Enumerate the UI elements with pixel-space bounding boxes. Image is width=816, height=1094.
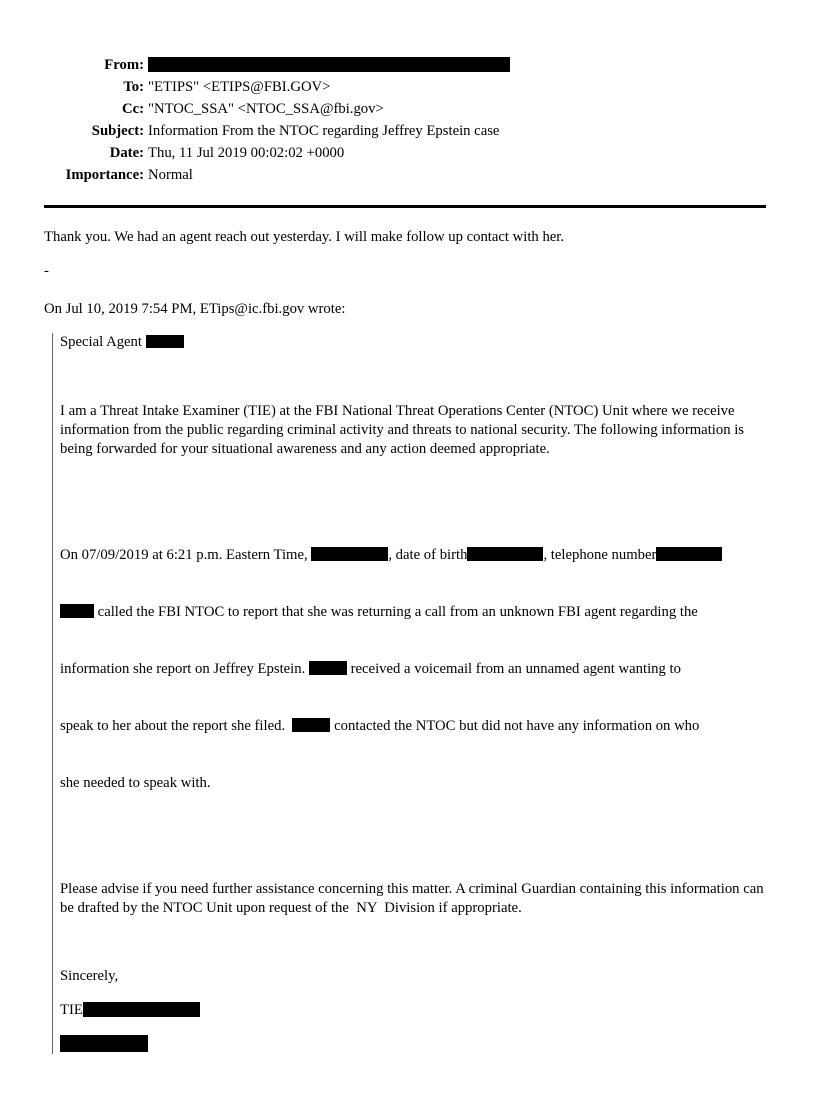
report-text: speak to her about the report she filed. bbox=[60, 718, 293, 734]
signature-line bbox=[60, 1001, 766, 1020]
redaction-bar bbox=[148, 57, 510, 72]
report-line-2 bbox=[60, 603, 766, 622]
salutation-text: Special Agent bbox=[60, 334, 146, 350]
redaction-bar bbox=[467, 547, 543, 561]
quote-attribution: On Jul 10, 2019 7:54 PM, ETips@ic.fbi.gov wrote: bbox=[44, 301, 346, 317]
redaction-bar bbox=[656, 547, 722, 561]
redaction-bar bbox=[83, 1002, 200, 1017]
quoted-email bbox=[52, 333, 766, 1054]
closing-line: Sincerely, bbox=[60, 968, 119, 984]
from-label: From: bbox=[104, 57, 144, 73]
advise-paragraph: Please advise if you need further assistance concerning this matter. A criminal Guardian containing this information can be drafted by the NTOC Unit upon request of the NY Division if appropriate. bbox=[60, 881, 768, 916]
report-text: , telephone number bbox=[543, 547, 657, 563]
report-line-3 bbox=[60, 660, 766, 679]
redaction-bar bbox=[311, 547, 388, 561]
report-paragraph bbox=[60, 508, 766, 831]
signature-text: TIE bbox=[60, 1002, 83, 1018]
subject-label: Subject: bbox=[91, 123, 144, 139]
report-line-4 bbox=[60, 717, 766, 736]
intro-paragraph: I am a Threat Intake Examiner (TIE) at the FBI National Threat Operations Center (NTOC) Unit where we receive information from the public regarding criminal activity and threats to national security. The following information is being forwarded for your situational awareness and any action deemed appropriate. bbox=[60, 403, 748, 457]
to-label: To: bbox=[123, 79, 144, 95]
report-text: On 07/09/2019 at 6:21 p.m. Eastern Time, bbox=[60, 547, 312, 563]
email-body bbox=[44, 228, 766, 1054]
importance-value: Normal bbox=[148, 167, 193, 183]
to-value: "ETIPS" <ETIPS@FBI.GOV> bbox=[148, 79, 331, 95]
report-text: received a voicemail from an unnamed agent wanting to bbox=[346, 661, 681, 677]
redaction-bar bbox=[60, 1035, 148, 1052]
reply-text: Thank you. We had an agent reach out yesterday. I will make follow up contact with her. bbox=[44, 229, 565, 245]
report-line-5 bbox=[60, 774, 766, 793]
report-text: called the FBI NTOC to report that she was returning a call from an unknown FBI agent regarding the bbox=[94, 604, 698, 620]
redaction-bar bbox=[146, 335, 184, 348]
from-value-redacted bbox=[148, 54, 766, 76]
cc-label: Cc: bbox=[121, 101, 144, 117]
separator-dash: - bbox=[44, 263, 49, 279]
report-line-1 bbox=[60, 546, 766, 565]
date-label: Date: bbox=[109, 145, 144, 161]
redaction-bar bbox=[292, 718, 330, 732]
subject-value: Information From the NTOC regarding Jeffrey Epstein case bbox=[148, 123, 500, 139]
report-text: , date of birth bbox=[388, 547, 468, 563]
report-text: contacted the NTOC but did not have any information on who bbox=[330, 718, 700, 734]
cc-value: "NTOC_SSA" <NTOC_SSA@fbi.gov> bbox=[148, 101, 384, 117]
header-divider-rule bbox=[44, 205, 766, 208]
report-text: information she report on Jeffrey Epstein. bbox=[60, 661, 309, 677]
importance-label: Importance: bbox=[65, 167, 144, 183]
redaction-bar bbox=[309, 661, 347, 675]
email-header bbox=[44, 54, 766, 186]
salutation-line bbox=[60, 333, 766, 352]
date-value: Thu, 11 Jul 2019 00:02:02 +0000 bbox=[148, 145, 345, 161]
redaction-bar bbox=[60, 604, 94, 618]
report-text: she needed to speak with. bbox=[60, 775, 211, 791]
